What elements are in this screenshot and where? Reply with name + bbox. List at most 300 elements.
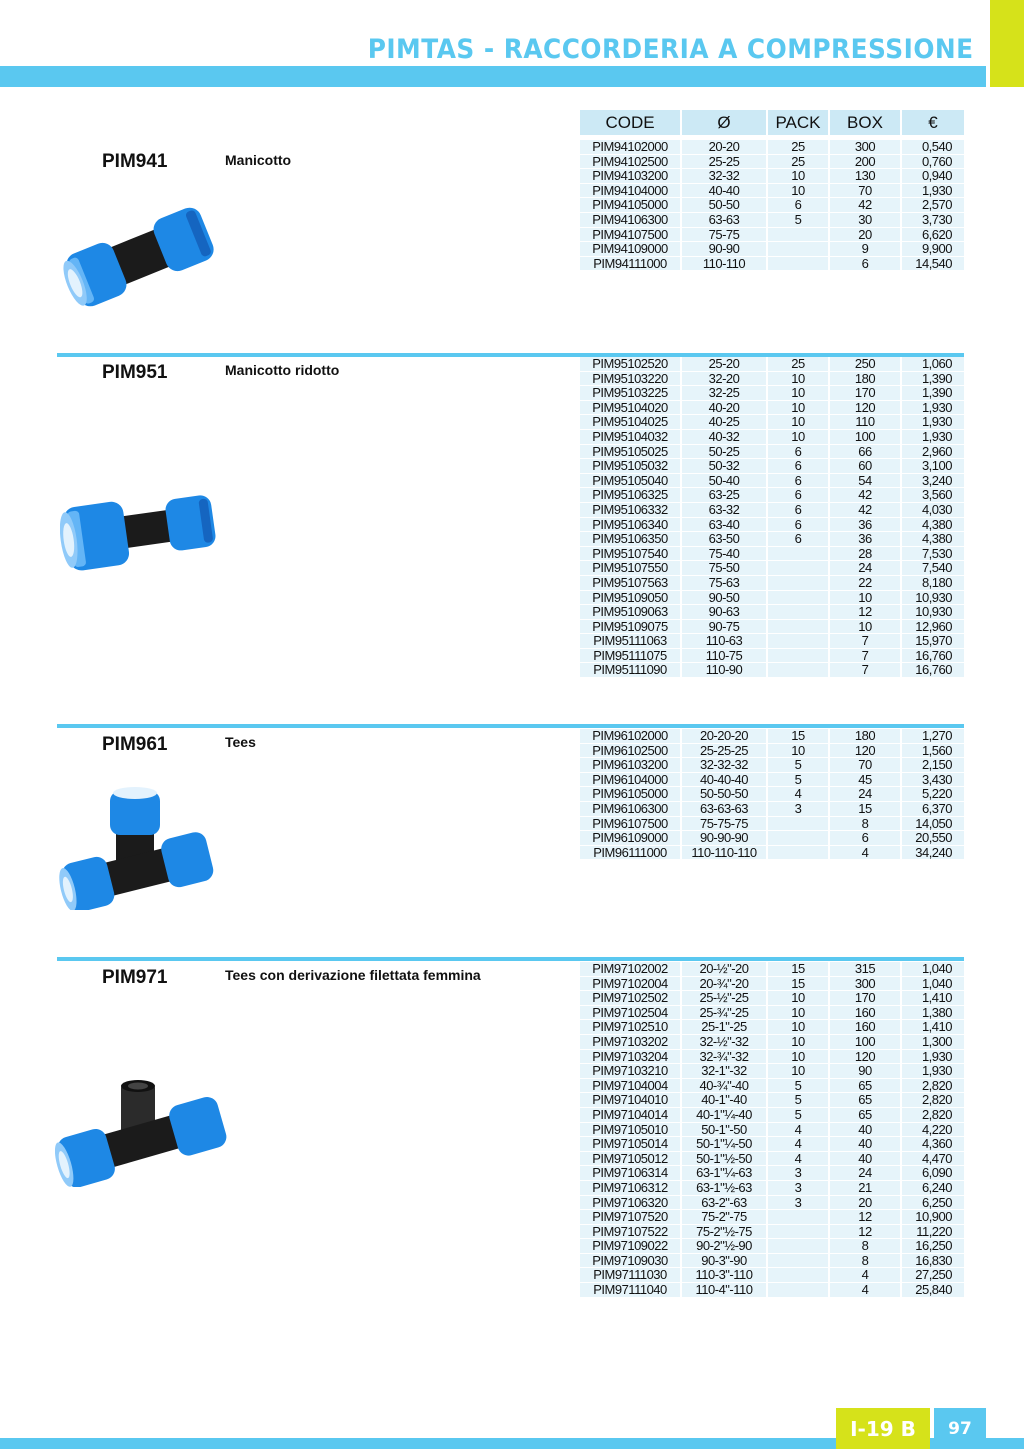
diameter-cell: 25-25-25: [682, 744, 766, 759]
table-row: [580, 228, 964, 243]
box-cell: 24: [830, 787, 900, 802]
header-box: BOX: [830, 110, 900, 135]
table-row: [580, 415, 964, 430]
price-cell: 1,560: [902, 744, 964, 759]
pack-cell: 10: [768, 415, 828, 430]
table-row: [580, 169, 964, 184]
pack-cell: 10: [768, 1050, 828, 1065]
table-header: [580, 110, 964, 135]
section-divider: [57, 957, 964, 961]
box-cell: 24: [830, 561, 900, 576]
pack-cell: [768, 547, 828, 562]
price-cell: 2,150: [902, 758, 964, 773]
pack-cell: 4: [768, 1152, 828, 1167]
table-row: [580, 1166, 964, 1181]
table-row: [580, 474, 964, 489]
price-cell: 2,570: [902, 198, 964, 213]
table-row: [580, 547, 964, 562]
pack-cell: 4: [768, 1123, 828, 1138]
diameter-cell: 40-¾"-40: [682, 1079, 766, 1094]
table-row: [580, 663, 964, 678]
product-name: Manicotto: [225, 152, 292, 168]
diameter-cell: 25-25: [682, 155, 766, 170]
code-cell: PIM97102504: [580, 1006, 680, 1021]
table-row: [580, 1152, 964, 1167]
product-table: [580, 729, 964, 860]
diameter-cell: 63-40: [682, 518, 766, 533]
code-cell: PIM95111090: [580, 663, 680, 678]
pack-cell: 5: [768, 758, 828, 773]
pack-cell: 10: [768, 1020, 828, 1035]
box-cell: 12: [830, 605, 900, 620]
box-cell: 20: [830, 228, 900, 243]
box-cell: 66: [830, 445, 900, 460]
box-cell: 160: [830, 1006, 900, 1021]
diameter-cell: 63-50: [682, 532, 766, 547]
pack-cell: 5: [768, 1079, 828, 1094]
diameter-cell: 63-63-63: [682, 802, 766, 817]
diameter-cell: 50-50: [682, 198, 766, 213]
code-cell: PIM97106314: [580, 1166, 680, 1181]
table-row: [580, 962, 964, 977]
coupling-image: [60, 205, 220, 310]
pack-cell: [768, 663, 828, 678]
table-row: [580, 561, 964, 576]
diameter-cell: 110-110: [682, 257, 766, 272]
pack-cell: [768, 1225, 828, 1240]
diameter-cell: 75-2"½-75: [682, 1225, 766, 1240]
box-cell: 9: [830, 242, 900, 257]
pack-cell: [768, 1254, 828, 1269]
code-cell: PIM96109000: [580, 831, 680, 846]
pack-cell: 10: [768, 1064, 828, 1079]
price-cell: 1,390: [902, 372, 964, 387]
code-cell: PIM95107550: [580, 561, 680, 576]
table-row: [580, 1254, 964, 1269]
price-cell: 10,930: [902, 605, 964, 620]
table-row: [580, 488, 964, 503]
diameter-cell: 50-32: [682, 459, 766, 474]
pack-cell: 10: [768, 430, 828, 445]
code-cell: PIM97109022: [580, 1239, 680, 1254]
code-cell: PIM95105025: [580, 445, 680, 460]
code-cell: PIM95102520: [580, 357, 680, 372]
diameter-cell: 25-½"-25: [682, 991, 766, 1006]
pack-cell: [768, 591, 828, 606]
table-row: [580, 532, 964, 547]
price-cell: 0,940: [902, 169, 964, 184]
price-cell: 2,960: [902, 445, 964, 460]
pack-cell: [768, 228, 828, 243]
box-cell: 180: [830, 372, 900, 387]
price-cell: 16,250: [902, 1239, 964, 1254]
table-row: [580, 649, 964, 664]
table-row: [580, 1006, 964, 1021]
pack-cell: 10: [768, 372, 828, 387]
code-cell: PIM95104020: [580, 401, 680, 416]
box-cell: 15: [830, 802, 900, 817]
price-cell: 0,760: [902, 155, 964, 170]
pack-cell: [768, 846, 828, 861]
pack-cell: 10: [768, 386, 828, 401]
pack-cell: 6: [768, 532, 828, 547]
price-cell: 4,360: [902, 1137, 964, 1152]
diameter-cell: 40-40: [682, 184, 766, 199]
section-divider: [57, 724, 964, 728]
diameter-cell: 20-¾"-20: [682, 977, 766, 992]
box-cell: 12: [830, 1210, 900, 1225]
table-row: [580, 1181, 964, 1196]
header-code: CODE: [580, 110, 680, 135]
code-cell: PIM97105012: [580, 1152, 680, 1167]
box-cell: 8: [830, 817, 900, 832]
price-cell: 6,620: [902, 228, 964, 243]
code-cell: PIM95104032: [580, 430, 680, 445]
diameter-cell: 32-¾"-32: [682, 1050, 766, 1065]
pack-cell: 10: [768, 401, 828, 416]
box-cell: 40: [830, 1123, 900, 1138]
table-row: [580, 155, 964, 170]
pack-cell: 10: [768, 991, 828, 1006]
pack-cell: 10: [768, 1006, 828, 1021]
price-cell: 7,530: [902, 547, 964, 562]
diameter-cell: 40-40-40: [682, 773, 766, 788]
diameter-cell: 32-32: [682, 169, 766, 184]
price-cell: 1,040: [902, 962, 964, 977]
box-cell: 42: [830, 488, 900, 503]
product-code: PIM941: [102, 151, 168, 172]
pack-cell: 5: [768, 1108, 828, 1123]
price-cell: 16,830: [902, 1254, 964, 1269]
code-cell: PIM95105040: [580, 474, 680, 489]
code-cell: PIM95111063: [580, 634, 680, 649]
code-cell: PIM96111000: [580, 846, 680, 861]
diameter-cell: 110-3"-110: [682, 1268, 766, 1283]
code-cell: PIM97102002: [580, 962, 680, 977]
box-cell: 130: [830, 169, 900, 184]
table-row: [580, 977, 964, 992]
box-cell: 65: [830, 1079, 900, 1094]
box-cell: 42: [830, 198, 900, 213]
box-cell: 42: [830, 503, 900, 518]
header-bar: [0, 66, 986, 87]
code-cell: PIM95109050: [580, 591, 680, 606]
table-row: [580, 758, 964, 773]
box-cell: 250: [830, 357, 900, 372]
diameter-cell: 110-63: [682, 634, 766, 649]
code-cell: PIM97111040: [580, 1283, 680, 1298]
box-cell: 20: [830, 1196, 900, 1211]
box-cell: 120: [830, 401, 900, 416]
price-cell: 10,930: [902, 591, 964, 606]
diameter-cell: 90-50: [682, 591, 766, 606]
table-row: [580, 503, 964, 518]
box-cell: 4: [830, 846, 900, 861]
diameter-cell: 75-63: [682, 576, 766, 591]
box-cell: 7: [830, 634, 900, 649]
price-cell: 6,240: [902, 1181, 964, 1196]
pack-cell: [768, 1210, 828, 1225]
code-cell: PIM97103210: [580, 1064, 680, 1079]
table-row: [580, 1108, 964, 1123]
box-cell: 120: [830, 744, 900, 759]
price-cell: 1,380: [902, 1006, 964, 1021]
price-cell: 14,540: [902, 257, 964, 272]
table-row: [580, 1050, 964, 1065]
box-cell: 8: [830, 1254, 900, 1269]
box-cell: 8: [830, 1239, 900, 1254]
box-cell: 160: [830, 1020, 900, 1035]
code-cell: PIM97103204: [580, 1050, 680, 1065]
pack-cell: 25: [768, 155, 828, 170]
diameter-cell: 50-1"½-50: [682, 1152, 766, 1167]
box-cell: 45: [830, 773, 900, 788]
price-cell: 5,220: [902, 787, 964, 802]
box-cell: 6: [830, 831, 900, 846]
pack-cell: 25: [768, 357, 828, 372]
pack-cell: 6: [768, 445, 828, 460]
product-name: Tees: [225, 734, 256, 750]
price-cell: 3,430: [902, 773, 964, 788]
pack-cell: 6: [768, 488, 828, 503]
table-row: [580, 576, 964, 591]
product-code: PIM951: [102, 362, 168, 383]
code-cell: PIM94111000: [580, 257, 680, 272]
code-cell: PIM96102000: [580, 729, 680, 744]
table-row: [580, 817, 964, 832]
diameter-cell: 20-20: [682, 140, 766, 155]
price-cell: 16,760: [902, 663, 964, 678]
diameter-cell: 63-25: [682, 488, 766, 503]
price-cell: 20,550: [902, 831, 964, 846]
box-cell: 100: [830, 430, 900, 445]
box-cell: 10: [830, 620, 900, 635]
table-row: [580, 1093, 964, 1108]
table-row: [580, 729, 964, 744]
code-cell: PIM95104025: [580, 415, 680, 430]
box-cell: 4: [830, 1283, 900, 1298]
code-cell: PIM97102502: [580, 991, 680, 1006]
diameter-cell: 63-2"-63: [682, 1196, 766, 1211]
pack-cell: 10: [768, 184, 828, 199]
box-cell: 90: [830, 1064, 900, 1079]
table-row: [580, 357, 964, 372]
table-row: [580, 1137, 964, 1152]
table-row: [580, 459, 964, 474]
table-row: [580, 372, 964, 387]
code-cell: PIM94109000: [580, 242, 680, 257]
diameter-cell: 110-4"-110: [682, 1283, 766, 1298]
code-cell: PIM95106350: [580, 532, 680, 547]
price-cell: 1,930: [902, 184, 964, 199]
price-cell: 1,930: [902, 415, 964, 430]
table-row: [580, 991, 964, 1006]
header-diameter: Ø: [682, 110, 766, 135]
price-cell: 25,840: [902, 1283, 964, 1298]
diameter-cell: 63-1"½-63: [682, 1181, 766, 1196]
box-cell: 300: [830, 140, 900, 155]
table-row: [580, 445, 964, 460]
threaded-tee-image: [55, 1072, 230, 1187]
box-cell: 36: [830, 518, 900, 533]
table-row: [580, 1283, 964, 1298]
price-cell: 3,240: [902, 474, 964, 489]
corner-accent: [990, 0, 1024, 87]
pack-cell: 15: [768, 729, 828, 744]
box-cell: 28: [830, 547, 900, 562]
diameter-cell: 32-32-32: [682, 758, 766, 773]
price-cell: 11,220: [902, 1225, 964, 1240]
price-cell: 1,410: [902, 1020, 964, 1035]
table-row: [580, 591, 964, 606]
pack-cell: 15: [768, 962, 828, 977]
price-cell: 1,060: [902, 357, 964, 372]
box-cell: 110: [830, 415, 900, 430]
table-row: [580, 773, 964, 788]
table-row: [580, 1035, 964, 1050]
diameter-cell: 32-1"-32: [682, 1064, 766, 1079]
product-name: Manicotto ridotto: [225, 362, 340, 378]
pack-cell: 3: [768, 1196, 828, 1211]
code-cell: PIM95106325: [580, 488, 680, 503]
code-cell: PIM95109063: [580, 605, 680, 620]
diameter-cell: 25-1"-25: [682, 1020, 766, 1035]
code-cell: PIM97104004: [580, 1079, 680, 1094]
box-cell: 22: [830, 576, 900, 591]
diameter-cell: 32-½"-32: [682, 1035, 766, 1050]
diameter-cell: 90-2"½-90: [682, 1239, 766, 1254]
pack-cell: 3: [768, 802, 828, 817]
code-cell: PIM97104014: [580, 1108, 680, 1123]
table-row: [580, 1123, 964, 1138]
diameter-cell: 40-20: [682, 401, 766, 416]
price-cell: 3,730: [902, 213, 964, 228]
code-cell: PIM97105010: [580, 1123, 680, 1138]
price-cell: 2,820: [902, 1093, 964, 1108]
box-cell: 200: [830, 155, 900, 170]
pack-cell: [768, 649, 828, 664]
table-row: [580, 213, 964, 228]
table-row: [580, 1064, 964, 1079]
code-cell: PIM94102500: [580, 155, 680, 170]
pack-cell: 5: [768, 213, 828, 228]
pack-cell: [768, 1283, 828, 1298]
box-cell: 120: [830, 1050, 900, 1065]
box-cell: 40: [830, 1137, 900, 1152]
code-cell: PIM95106340: [580, 518, 680, 533]
pack-cell: [768, 817, 828, 832]
pack-cell: 6: [768, 518, 828, 533]
code-cell: PIM95106332: [580, 503, 680, 518]
diameter-cell: 32-25: [682, 386, 766, 401]
diameter-cell: 75-75: [682, 228, 766, 243]
price-cell: 4,220: [902, 1123, 964, 1138]
table-row: [580, 634, 964, 649]
price-cell: 3,560: [902, 488, 964, 503]
diameter-cell: 50-50-50: [682, 787, 766, 802]
box-cell: 170: [830, 386, 900, 401]
pack-cell: [768, 831, 828, 846]
reducer-coupling-image: [60, 480, 220, 580]
box-cell: 300: [830, 977, 900, 992]
table-row: [580, 184, 964, 199]
price-cell: 1,930: [902, 1064, 964, 1079]
diameter-cell: 63-63: [682, 213, 766, 228]
pack-cell: 5: [768, 1093, 828, 1108]
table-row: [580, 518, 964, 533]
diameter-cell: 110-110-110: [682, 846, 766, 861]
pack-cell: 6: [768, 459, 828, 474]
box-cell: 180: [830, 729, 900, 744]
price-cell: 7,540: [902, 561, 964, 576]
pack-cell: 3: [768, 1181, 828, 1196]
code-cell: PIM94102000: [580, 140, 680, 155]
code-cell: PIM97107520: [580, 1210, 680, 1225]
code-cell: PIM94103200: [580, 169, 680, 184]
price-cell: 2,820: [902, 1079, 964, 1094]
code-cell: PIM96106300: [580, 802, 680, 817]
product-name: Tees con derivazione filettata femmina: [225, 967, 481, 983]
code-cell: PIM97105014: [580, 1137, 680, 1152]
code-cell: PIM97102510: [580, 1020, 680, 1035]
table-row: [580, 831, 964, 846]
table-row: [580, 744, 964, 759]
product-code: PIM971: [102, 967, 168, 988]
table-row: [580, 605, 964, 620]
box-cell: 65: [830, 1108, 900, 1123]
price-cell: 2,820: [902, 1108, 964, 1123]
diameter-cell: 40-1"¼-40: [682, 1108, 766, 1123]
box-cell: 30: [830, 213, 900, 228]
table-row: [580, 802, 964, 817]
pack-cell: [768, 242, 828, 257]
tee-image: [58, 785, 218, 910]
code-cell: PIM97109030: [580, 1254, 680, 1269]
diameter-cell: 90-90: [682, 242, 766, 257]
code-cell: PIM97103202: [580, 1035, 680, 1050]
price-cell: 4,030: [902, 503, 964, 518]
pack-cell: 6: [768, 503, 828, 518]
table-row: [580, 140, 964, 155]
code-cell: PIM97111030: [580, 1268, 680, 1283]
table-row: [580, 1079, 964, 1094]
pack-cell: [768, 634, 828, 649]
code-cell: PIM94107500: [580, 228, 680, 243]
pack-cell: 4: [768, 1137, 828, 1152]
box-cell: 60: [830, 459, 900, 474]
price-cell: 1,040: [902, 977, 964, 992]
box-cell: 315: [830, 962, 900, 977]
diameter-cell: 90-90-90: [682, 831, 766, 846]
table-row: [580, 386, 964, 401]
pack-cell: [768, 605, 828, 620]
pack-cell: [768, 1268, 828, 1283]
table-row: [580, 846, 964, 861]
product-table: [580, 140, 964, 271]
diameter-cell: 110-90: [682, 663, 766, 678]
diameter-cell: 20-20-20: [682, 729, 766, 744]
code-cell: PIM96102500: [580, 744, 680, 759]
code-cell: PIM94104000: [580, 184, 680, 199]
box-cell: 21: [830, 1181, 900, 1196]
pack-cell: [768, 1239, 828, 1254]
price-cell: 8,180: [902, 576, 964, 591]
product-table: [580, 962, 964, 1298]
pack-cell: [768, 576, 828, 591]
table-row: [580, 1239, 964, 1254]
diameter-cell: 63-1"¼-63: [682, 1166, 766, 1181]
box-cell: 100: [830, 1035, 900, 1050]
